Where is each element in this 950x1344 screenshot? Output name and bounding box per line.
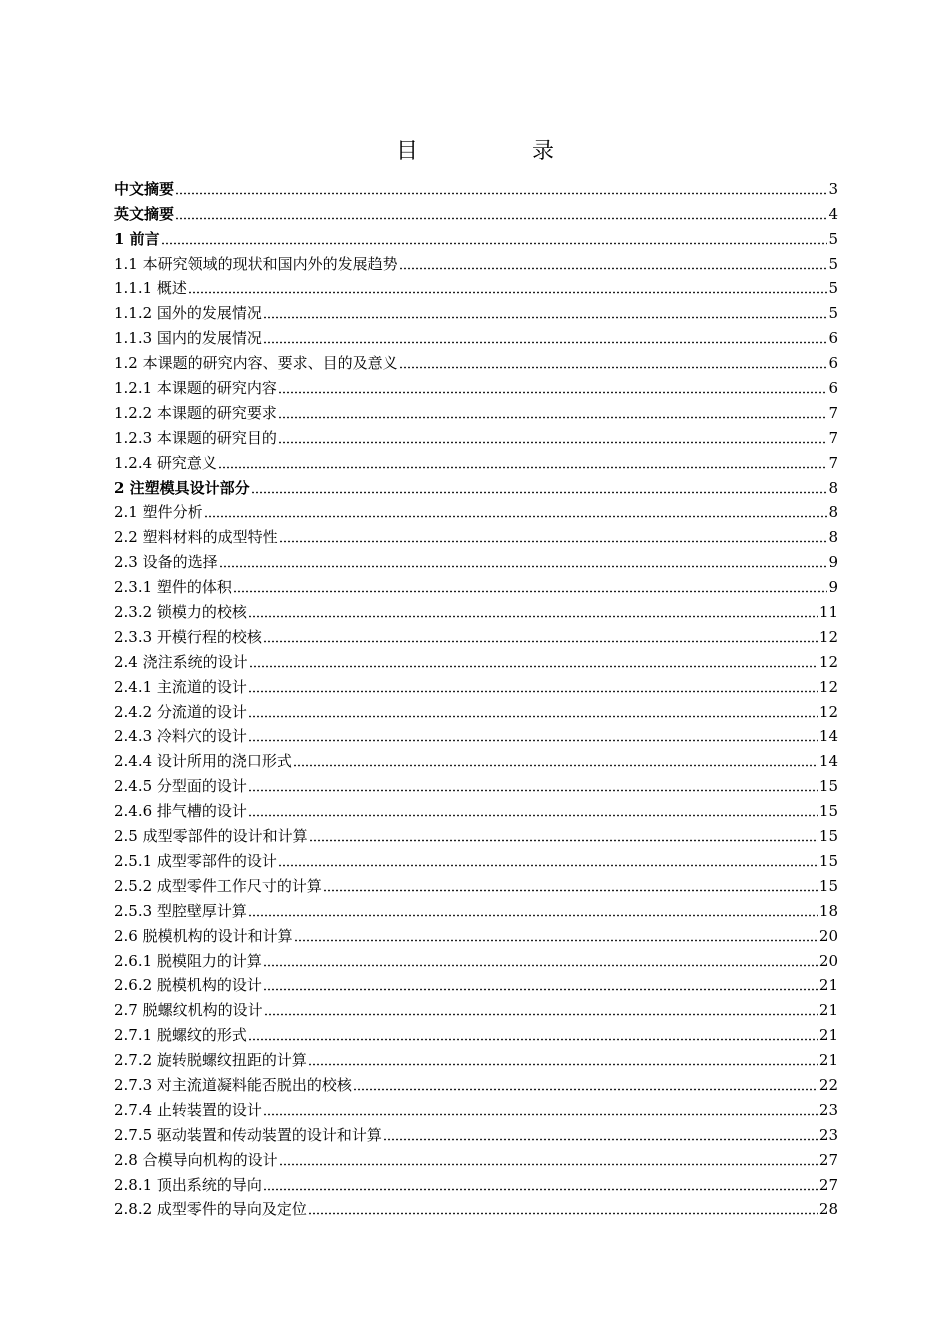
- toc-entry-page-number: 18: [818, 901, 838, 920]
- toc-entry-label: 2.3.1 塑件的体积: [114, 578, 232, 597]
- toc-entry-label: 2.6.2 脱模机构的设计: [114, 976, 262, 995]
- toc-entry-label: 2.4.3 冷料穴的设计: [114, 727, 247, 746]
- toc-entry-page-number: 6: [828, 354, 838, 373]
- toc-entry[interactable]: [114, 846, 838, 871]
- toc-entry-page-number: 8: [828, 528, 838, 547]
- toc-dot-leader: [294, 939, 818, 942]
- toc-dot-leader: [264, 1013, 818, 1016]
- toc-entry-label: 2.7.3 对主流道凝料能否脱出的校核: [114, 1075, 352, 1094]
- toc-entry-label: 1.1.3 国内的发展情况: [114, 329, 262, 348]
- toc-entry-label: 1.1.2 国外的发展情况: [114, 304, 262, 323]
- toc-entry[interactable]: [114, 448, 838, 473]
- toc-entry-label: 2.8 合模导向机构的设计: [114, 1150, 278, 1169]
- toc-entry-label: 2.4.4 设计所用的浇口形式: [114, 752, 292, 771]
- toc-entry[interactable]: [114, 1020, 838, 1045]
- toc-dot-leader: [399, 366, 828, 369]
- toc-entry[interactable]: [114, 821, 838, 846]
- toc-entry-label: 2.8.2 成型零件的导向及定位: [114, 1200, 307, 1219]
- toc-entry[interactable]: [114, 921, 838, 946]
- toc-dot-leader: [293, 764, 818, 767]
- toc-entry-page-number: 20: [818, 951, 838, 970]
- toc-entry[interactable]: [114, 547, 838, 572]
- toc-entry[interactable]: [114, 622, 838, 647]
- toc-dot-leader: [248, 690, 818, 693]
- toc-entry[interactable]: [114, 522, 838, 547]
- toc-entry[interactable]: [114, 896, 838, 921]
- toc-entry-label: 2.4.1 主流道的设计: [114, 677, 247, 696]
- toc-entry-label: 2.4.6 排气槽的设计: [114, 802, 247, 821]
- toc-entry-page-number: 5: [828, 254, 838, 273]
- toc-dot-leader: [353, 1088, 818, 1091]
- toc-entry-page-number: 27: [818, 1150, 838, 1169]
- toc-entry[interactable]: [114, 473, 838, 498]
- toc-entry-label: 2.7.4 止转装置的设计: [114, 1100, 262, 1119]
- toc-dot-leader: [251, 491, 828, 494]
- toc-entry[interactable]: [114, 249, 838, 274]
- toc-entry[interactable]: [114, 672, 838, 697]
- toc-entry-page-number: 15: [818, 851, 838, 870]
- toc-dot-leader: [279, 540, 828, 543]
- toc-entry[interactable]: [114, 1145, 838, 1170]
- toc-entry-page-number: 20: [818, 926, 838, 945]
- toc-entry-label: 2.4.2 分流道的设计: [114, 702, 247, 721]
- toc-dot-leader: [323, 889, 818, 892]
- toc-entry-page-number: 21: [818, 1051, 838, 1070]
- toc-entry[interactable]: [114, 647, 838, 672]
- toc-entry[interactable]: [114, 274, 838, 299]
- toc-entry[interactable]: [114, 1195, 838, 1220]
- toc-dot-leader: [175, 217, 827, 220]
- toc-dot-leader: [175, 192, 827, 195]
- toc-entry-page-number: 28: [818, 1200, 838, 1219]
- toc-entry[interactable]: [114, 796, 838, 821]
- toc-entry-label: 2.5.3 型腔壁厚计算: [114, 901, 247, 920]
- toc-entry-label: 2 注塑模具设计部分: [114, 478, 250, 497]
- toc-entry[interactable]: [114, 871, 838, 896]
- toc-entry-label: 1 前言: [114, 229, 160, 248]
- toc-entry-page-number: 23: [818, 1125, 838, 1144]
- toc-entry[interactable]: [114, 971, 838, 996]
- page-title: 目 录: [395, 139, 600, 164]
- toc-entry[interactable]: [114, 498, 838, 523]
- toc-entry-page-number: 21: [818, 1001, 838, 1020]
- toc-entry[interactable]: [114, 746, 838, 771]
- toc-entry[interactable]: [114, 348, 838, 373]
- toc-entry[interactable]: [114, 722, 838, 747]
- toc-entry[interactable]: [114, 1170, 838, 1195]
- toc-entry-label: 2.3.3 开模行程的校核: [114, 627, 262, 646]
- toc-entry-label: 2.5.1 成型零部件的设计: [114, 851, 277, 870]
- toc-entry-page-number: 12: [818, 652, 838, 671]
- toc-entry-label: 2.7.2 旋转脱螺纹扭距的计算: [114, 1051, 307, 1070]
- toc-entry-page-number: 12: [818, 702, 838, 721]
- toc-entry-label: 2.1 塑件分析: [114, 503, 203, 522]
- toc-entry-page-number: 15: [818, 827, 838, 846]
- toc-dot-leader: [263, 988, 818, 991]
- toc-entry-page-number: 22: [818, 1075, 838, 1094]
- toc-entry-label: 2.7 脱螺纹机构的设计: [114, 1001, 263, 1020]
- toc-entry[interactable]: [114, 995, 838, 1020]
- toc-entry-page-number: 12: [818, 677, 838, 696]
- toc-entry-label: 2.6.1 脱模阻力的计算: [114, 951, 262, 970]
- toc-dot-leader: [309, 839, 818, 842]
- toc-entry-page-number: 6: [828, 329, 838, 348]
- toc-entry[interactable]: [114, 1070, 838, 1095]
- toc-dot-leader: [248, 1038, 818, 1041]
- toc-dot-leader: [263, 316, 828, 319]
- toc-entry-page-number: 27: [818, 1175, 838, 1194]
- toc-entry-page-number: 5: [828, 279, 838, 298]
- toc-dot-leader: [308, 1063, 818, 1066]
- toc-entry-label: 2.7.5 驱动装置和传动装置的设计和计算: [114, 1125, 382, 1144]
- toc-dot-leader: [248, 739, 818, 742]
- toc-entry-label: 2.8.1 顶出系统的导向: [114, 1175, 262, 1194]
- toc-entry-label: 1.2.2 本课题的研究要求: [114, 403, 277, 422]
- toc-entry-page-number: 12: [818, 627, 838, 646]
- toc-entry-page-number: 5: [828, 304, 838, 323]
- toc-dot-leader: [161, 242, 828, 245]
- toc-entry-label: 中文摘要: [114, 179, 175, 198]
- toc-entry[interactable]: [114, 597, 838, 622]
- toc-entry-page-number: 9: [828, 578, 838, 597]
- toc-dot-leader: [263, 964, 818, 967]
- toc-entry[interactable]: [114, 1120, 838, 1145]
- table-of-contents: [114, 174, 838, 1219]
- toc-dot-leader: [278, 416, 828, 419]
- toc-entry-page-number: 7: [828, 428, 838, 447]
- toc-entry-label: 英文摘要: [114, 204, 175, 223]
- toc-entry-page-number: 4: [828, 204, 838, 223]
- toc-entry-label: 1.2.3 本课题的研究目的: [114, 428, 277, 447]
- toc-dot-leader: [279, 1163, 818, 1166]
- toc-entry-label: 2.3.2 锁模力的校核: [114, 603, 247, 622]
- toc-entry[interactable]: [114, 174, 838, 199]
- toc-entry[interactable]: [114, 1045, 838, 1070]
- toc-entry[interactable]: [114, 224, 838, 249]
- toc-dot-leader: [263, 341, 828, 344]
- toc-entry-label: 1.1 本研究领域的现状和国内外的发展趋势: [114, 254, 398, 273]
- toc-entry-label: 1.2.1 本课题的研究内容: [114, 379, 277, 398]
- toc-entry-page-number: 8: [828, 503, 838, 522]
- toc-dot-leader: [263, 1188, 818, 1191]
- toc-entry-label: 2.2 塑料材料的成型特性: [114, 528, 278, 547]
- toc-dot-leader: [248, 615, 818, 618]
- toc-entry[interactable]: [114, 697, 838, 722]
- toc-entry[interactable]: [114, 946, 838, 971]
- toc-dot-leader: [204, 515, 828, 518]
- toc-entry-label: 2.4.5 分型面的设计: [114, 777, 247, 796]
- toc-dot-leader: [278, 864, 818, 867]
- toc-entry-page-number: 3: [828, 179, 838, 198]
- toc-dot-leader: [263, 640, 818, 643]
- toc-entry[interactable]: [114, 323, 838, 348]
- toc-entry[interactable]: [114, 572, 838, 597]
- toc-entry-page-number: 6: [828, 379, 838, 398]
- toc-entry-page-number: 11: [818, 603, 838, 622]
- toc-dot-leader: [308, 1212, 818, 1215]
- toc-entry-label: 2.5.2 成型零件工作尺寸的计算: [114, 876, 322, 895]
- toc-entry-label: 2.3 设备的选择: [114, 553, 218, 572]
- toc-entry[interactable]: [114, 298, 838, 323]
- toc-entry[interactable]: [114, 1095, 838, 1120]
- toc-dot-leader: [383, 1138, 818, 1141]
- toc-entry[interactable]: [114, 398, 838, 423]
- toc-dot-leader: [399, 267, 828, 270]
- toc-entry-page-number: 14: [818, 752, 838, 771]
- toc-dot-leader: [188, 291, 828, 294]
- toc-dot-leader: [278, 441, 828, 444]
- toc-entry-label: 1.2 本课题的研究内容、要求、目的及意义: [114, 354, 398, 373]
- toc-entry-page-number: 7: [828, 403, 838, 422]
- toc-entry-page-number: 15: [818, 777, 838, 796]
- toc-entry-label: 2.4 浇注系统的设计: [114, 652, 248, 671]
- toc-entry-page-number: 15: [818, 802, 838, 821]
- toc-entry[interactable]: [114, 199, 838, 224]
- toc-dot-leader: [248, 715, 818, 718]
- toc-dot-leader: [249, 665, 818, 668]
- toc-entry-page-number: 15: [818, 876, 838, 895]
- toc-entry[interactable]: [114, 771, 838, 796]
- toc-entry[interactable]: [114, 423, 838, 448]
- toc-entry-label: 2.7.1 脱螺纹的形式: [114, 1026, 247, 1045]
- toc-entry-page-number: 5: [828, 229, 838, 248]
- toc-dot-leader: [218, 466, 828, 469]
- toc-entry-page-number: 23: [818, 1100, 838, 1119]
- toc-entry-label: 2.6 脱模机构的设计和计算: [114, 926, 293, 945]
- toc-entry-label: 1.2.4 研究意义: [114, 453, 217, 472]
- toc-dot-leader: [248, 914, 818, 917]
- toc-dot-leader: [278, 391, 828, 394]
- toc-entry-page-number: 7: [828, 453, 838, 472]
- toc-dot-leader: [248, 814, 818, 817]
- toc-entry-page-number: 9: [828, 553, 838, 572]
- toc-entry[interactable]: [114, 373, 838, 398]
- toc-entry-page-number: 8: [828, 478, 838, 497]
- toc-entry-page-number: 21: [818, 1026, 838, 1045]
- toc-entry-page-number: 21: [818, 976, 838, 995]
- toc-dot-leader: [219, 565, 828, 568]
- toc-entry-label: 2.5 成型零部件的设计和计算: [114, 827, 308, 846]
- toc-entry-page-number: 14: [818, 727, 838, 746]
- toc-dot-leader: [248, 789, 818, 792]
- toc-entry-label: 1.1.1 概述: [114, 279, 187, 298]
- toc-dot-leader: [263, 1113, 818, 1116]
- toc-dot-leader: [233, 590, 828, 593]
